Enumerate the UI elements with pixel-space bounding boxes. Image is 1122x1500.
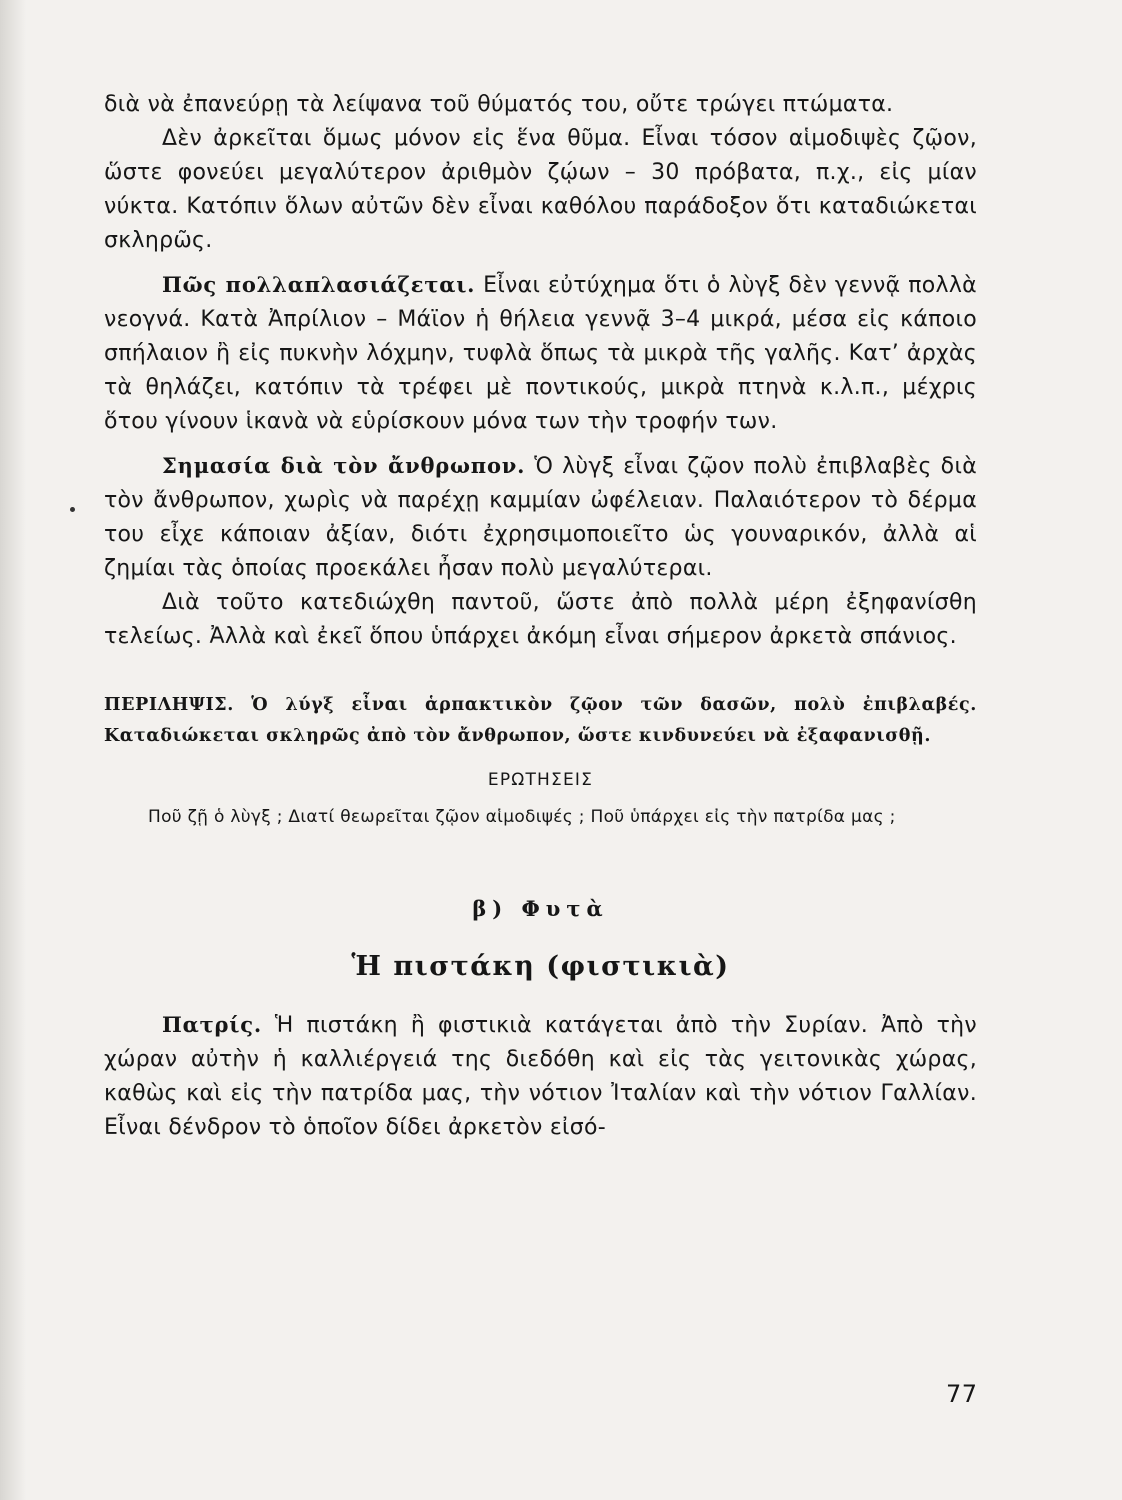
subsection-heading: β) Φυτὰ	[472, 896, 609, 921]
paragraph-homeland: Πατρίς. Ἡ πιστάκη ἢ φιστικιὰ κατάγεται ἀπὸ τὴν Συρίαν. Ἀπὸ τὴν χώραν αὐτὴν ἡ καλλιέργειά της διεδόθη καὶ εἰς τὰς γειτονικὰς χώρας, καθὼς καὶ εἰς τὴν πατρίδα μας, τὴν νότιον Ἰταλίαν καὶ τὴν νότιον Γαλλίαν. Εἶναι δένδρον τὸ ὁποῖον δίδει ἀρκετὸν εἰσό-	[104, 1012, 977, 1140]
questions: Ποῦ ζῇ ὁ λὺγξ ; Διατί θεωρεῖται ζῷον αἱμοδιψές ; Ποῦ ὑπάρχει εἰς τὴν πατρίδα μας ;	[148, 807, 896, 827]
heading-significance: Σημασία διὰ τὸν ἄνθρωπον.	[162, 453, 526, 478]
paragraph-significance: Σημασία διὰ τὸν ἄνθρωπον. Ὁ λὺγξ εἶναι ζῷον πολὺ ἐπιβλαβὲς διὰ τὸν ἄνθρωπον, χωρὶς νὰ παρέχῃ καμμίαν ὠφέλειαν. Παλαιότερον τὸ δέρμα του εἶχε κάποιαν ἀξίαν, διότι ἐχρησιμοποιεῖτο ὡς γουναρικόν, ἀλλὰ αἱ ζημίαι τὰς ὁποίας προεκάλει ἦσαν πολὺ μεγαλύτεραι.	[104, 453, 977, 581]
paragraph-reproduction: Πῶς πολλαπλασιάζεται. Εἶναι εὐτύχημα ὅτι ὁ λὺγξ δὲν γεννᾷ πολλὰ νεογνά. Κατὰ Ἀπρίλιον – Μάϊον ἡ θήλεια γεννᾷ 3–4 μικρά, μέσα εἰς κάποιο σπήλαιον ἢ εἰς πυκνὴν λόχμην, τυφλὰ ὅπως τὰ μικρὰ τῆς γαλῆς. Κατ’ ἀρχὰς τὰ θηλάζει, κατόπιν τὰ τρέφει μὲ ποντικούς, μικρὰ πτηνὰ κ.λ.π., μέχρις ὅτου γίνουν ἱκανὰ νὰ εὑρίσκουν μόνα των τὴν τροφήν των.	[104, 272, 977, 434]
questions-title: ΕΡΩΤΗΣΕΙΣ	[487, 770, 594, 790]
paragraph-bloodthirsty: Δὲν ἀρκεῖται ὅμως μόνον εἰς ἕνα θῦμα. Εἶναι τόσον αἱμοδιψὲς ζῷον, ὥστε φονεύει μεγαλύτερον ἀριθμὸν ζῴων – 30 πρόβατα, π.χ., εἰς μίαν νύκτα. Κατόπιν ὅλων αὐτῶν δὲν εἶναι καθόλου παράδοξον ὅτι καταδιώκεται σκληρῶς.	[104, 126, 977, 253]
paragraph-extinction: Διὰ τοῦτο κατεδιώχθη παντοῦ, ὥστε ἀπὸ πολλὰ μέρη ἐξηφανίσθη τελείως. Ἀλλὰ καὶ ἐκεῖ ὅπου ὑπάρχει ἀκόμη εἶναι σήμερον ἀρκετὰ σπάνιος.	[104, 590, 977, 649]
section-title: Ἡ πιστάκη (φιστικιὰ)	[351, 951, 730, 982]
heading-homeland: Πατρίς.	[162, 1012, 262, 1037]
page-number: 77	[946, 1380, 978, 1408]
page-binding-shadow	[0, 0, 26, 1500]
margin-dot	[70, 507, 75, 512]
page-body	[104, 88, 977, 1145]
summary: ΠΕΡΙΛΗΨΙΣ. Ὁ λύγξ εἶναι ἁρπακτικὸν ζῷον τῶν δασῶν, πολὺ ἐπιβλαβές. Καταδιώκεται σκληρῶς ἀπὸ τὸν ἄνθρωπον, ὥστε κινδυνεύει νὰ ἐξαφανισθῇ.	[104, 695, 977, 746]
paragraph-continuation: διὰ νὰ ἐπανεύρῃ τὰ λείψανα τοῦ θύματός του, οὔτε τρώγει πτώματα.	[104, 92, 894, 117]
heading-reproduction: Πῶς πολλαπλασιάζεται.	[162, 272, 476, 297]
